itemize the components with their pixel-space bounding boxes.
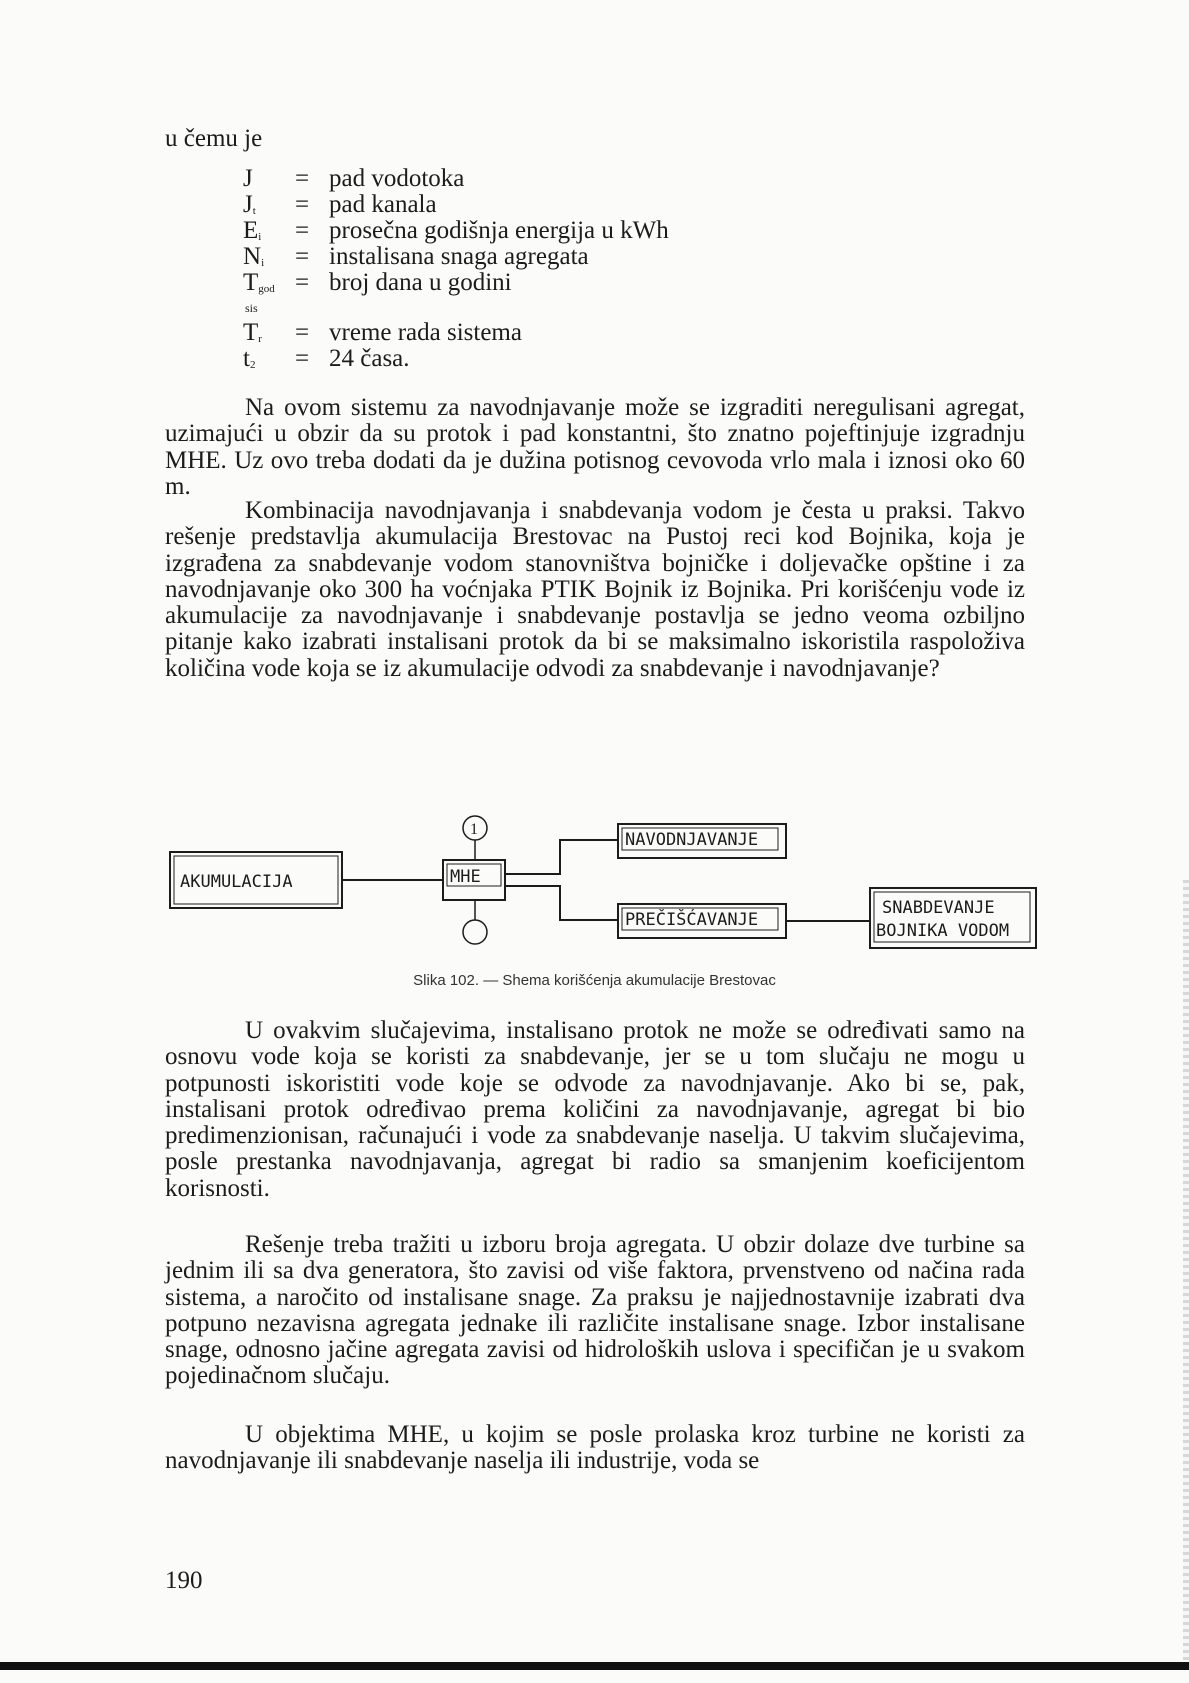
page-number: 190 bbox=[165, 1567, 203, 1594]
akumulacija-label: AKUMULACIJA bbox=[180, 872, 293, 892]
definition-symbol: $N_i$ bbox=[243, 243, 265, 270]
definition-symbol: $t_2$ bbox=[243, 345, 256, 372]
definition-symbol: $J_t$ bbox=[243, 191, 256, 218]
marker-label: 1 bbox=[470, 821, 478, 838]
equals-sign: = bbox=[295, 165, 310, 192]
definition-symbol: $T_{god}$ bbox=[243, 269, 275, 296]
equals-sign: = bbox=[295, 319, 310, 346]
mhe-box bbox=[443, 860, 505, 900]
definition-text: broj dana u godini bbox=[329, 269, 512, 296]
snabdevanje-label-line2: BOJNIKA VODOM bbox=[876, 921, 1010, 941]
snabdevanje-box bbox=[870, 888, 1036, 948]
intro-line: u čemu je bbox=[165, 125, 263, 152]
definition-text: prosečna godišnja energija u kWh bbox=[329, 217, 669, 244]
figure-caption: Slika 102. — Shema korišćenja akumulacije Brestovac bbox=[413, 972, 776, 989]
definition-symbol: sis $T_r$ bbox=[243, 301, 262, 346]
scan-edge bbox=[1183, 880, 1189, 1660]
definition-text: instalisana snaga agregata bbox=[329, 243, 589, 270]
equals-sign: = bbox=[295, 345, 310, 372]
paragraph: U ovakvim slučajevima, instalisano protok ne može se određivati samo na osnovu vode koja se koristi za snabdevanje, jer se u tom slučaju ne mogu u potpunosti iskoristiti vode koje se odvode za navodnjavanje. Ako bi se, pak, instalisani protok određivao prema količini za navodnjavanje, agregat bi bio predimenzionisan, računajući i vode za snabdevanje naselja. U takvim slučajevima, posle prestanka navodnjavanja, agregat bi radio sa smanjenim koeficijentom korisnosti. bbox=[165, 1017, 1025, 1202]
definition-text: vreme rada sistema bbox=[329, 319, 522, 346]
preciscavanje-box bbox=[618, 904, 786, 938]
equals-sign: = bbox=[295, 243, 310, 270]
paragraph: Kombinacija navodnjavanja i snabdevanja vodom je česta u praksi. Takvo rešenje predstavlja akumulacija Brestovac na Pustoj reci kod Bojnika, koja je izgrađena za snabdevanje vodom stanovništva bojničke i doljevačke opštine i za navodnjavanje oko 300 ha voćnjaka PTIK Bojnik iz Bojnika. Pri korišćenju vode iz akumulacije za navodnjavanje i snabdevanje postavlja se jedno veoma ozbiljno pitanje kako izabrati instalisani protok da bi se maksimalno iskoristila raspoloživa količina vode koja se iz akumulacije odvodi za snabdevanje i navodnjavanje? bbox=[165, 497, 1025, 682]
preciscavanje-label: PREČIŠĆAVANJE bbox=[625, 910, 759, 930]
definition-text: pad vodotoka bbox=[329, 165, 465, 192]
equals-sign: = bbox=[295, 191, 310, 218]
mhe-label: MHE bbox=[450, 867, 481, 887]
definition-superscript: sis bbox=[245, 301, 258, 315]
connector-line bbox=[505, 840, 618, 874]
akumulacija-box bbox=[170, 852, 342, 908]
definition-text: 24 časa. bbox=[329, 345, 410, 372]
navodnjavanje-box bbox=[618, 824, 786, 858]
paragraph: Rešenje treba tražiti u izboru broja agregata. U obzir dolaze dve turbine sa jednim ili sa dva generatora, što zavisi od više faktora, prvenstveno od načina rada sistema, a naročito od instalisane snage. Za praksu je najjednostavnije izabrati dva potpuno nezavisna agregata jednake ili različite instalisane snage. Izbor instalisane snage, odnosno jačine agregata zavisi od hidroloških uslova i specifičan je u svakom pojedinačnom slučaju. bbox=[165, 1231, 1025, 1390]
definition-symbol: $E_i$ bbox=[243, 217, 262, 244]
snabdevanje-label-line1: SNABDEVANJE bbox=[882, 898, 995, 918]
equals-sign: = bbox=[295, 269, 310, 296]
bottom-rule bbox=[0, 1662, 1189, 1670]
paragraph: Na ovom sistemu za navodnjavanje može se izgraditi neregulisani agregat, uzimajući u obzir da su protok i pad konstantni, što znatno pojeftinjuje izgradnju MHE. Uz ovo treba dodati da je dužina potisnog cevovoda vrlo mala i iznosi oko 60 m. bbox=[165, 394, 1025, 500]
equals-sign: = bbox=[295, 217, 310, 244]
navodnjavanje-label: NAVODNJAVANJE bbox=[625, 830, 759, 850]
outlet-circle bbox=[463, 920, 487, 944]
definition-text: pad kanala bbox=[329, 191, 437, 218]
definition-symbol: J bbox=[243, 165, 253, 192]
flow-diagram bbox=[160, 810, 1060, 960]
paragraph: U objektima MHE, u kojim se posle prolaska kroz turbine ne koristi za navodnjavanje ili snabdevanje naselja ili industrije, voda se bbox=[165, 1421, 1025, 1475]
connector-line bbox=[505, 886, 618, 920]
